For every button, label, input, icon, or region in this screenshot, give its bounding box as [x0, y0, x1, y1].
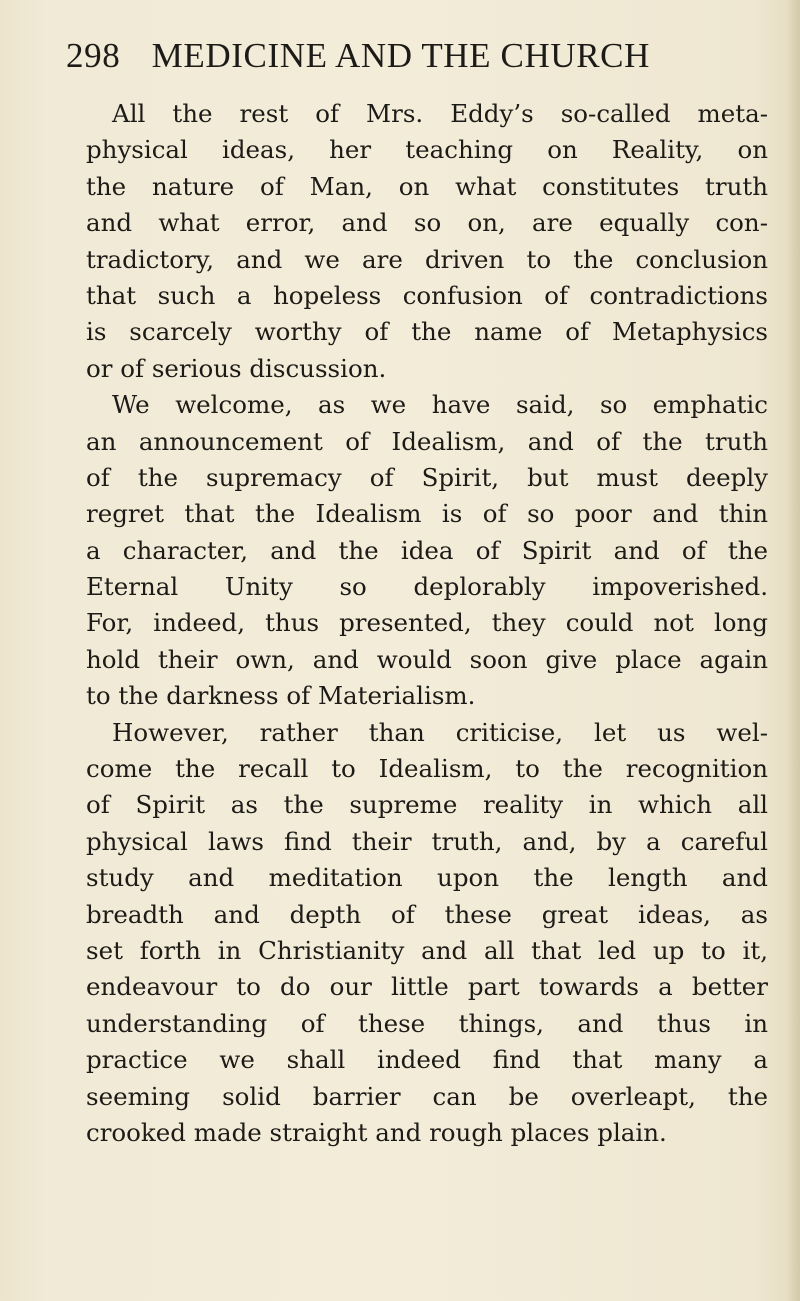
text-line: or of serious discussion. — [86, 353, 387, 383]
text-line: All the rest of Mrs. Eddy’s so-called meta- — [112, 99, 768, 128]
text-line: that such a hopeless confusion of contradictions — [86, 280, 768, 310]
text-line: an announcement of Idealism, and of the truth — [86, 426, 768, 456]
text-line: physical ideas, her teaching on Reality, on — [86, 135, 768, 165]
text-line: regret that the Idealism is of so poor and thin — [86, 499, 768, 529]
text-line: endeavour to do our little part towards a better — [86, 972, 768, 1002]
text-line: of Spirit as the supreme reality in which all — [86, 790, 768, 820]
running-head-title: MEDICINE AND THE CHURCH — [151, 36, 650, 75]
text-line: For, indeed, thus presented, they could not long — [86, 608, 768, 638]
text-line: study and meditation upon the length and — [86, 863, 768, 893]
page-number: 298 — [66, 36, 121, 75]
page-edge-shadow — [786, 0, 800, 1301]
text-line: seeming solid barrier can be overleapt, the — [86, 1081, 768, 1111]
text-line: of the supremacy of Spirit, but must deeply — [86, 462, 768, 492]
body-text — [86, 96, 768, 1151]
text-line: set forth in Christianity and all that led up to it, — [86, 935, 768, 965]
text-line: However, rather than criticise, let us wel- — [112, 717, 768, 747]
text-line: crooked made straight and rough places plain. — [86, 1117, 667, 1147]
text-line: come the recall to Idealism, to the recognition — [86, 754, 768, 784]
text-line: Eternal Unity so deplorably impoverished. — [86, 572, 768, 602]
text-line: tradictory, and we are driven to the conclusion — [86, 244, 768, 274]
text-line: understanding of these things, and thus in — [86, 1008, 768, 1038]
text-line: practice we shall indeed find that many a — [86, 1045, 768, 1075]
text-line: a character, and the idea of Spirit and of the — [86, 535, 768, 565]
text-line: the nature of Man, on what constitutes truth — [86, 171, 768, 201]
text-line: hold their own, and would soon give place again — [86, 644, 768, 674]
text-line: and what error, and so on, are equally con- — [86, 208, 768, 238]
text-line: to the darkness of Materialism. — [86, 681, 476, 711]
running-head — [66, 36, 746, 86]
text-line: We welcome, as we have said, so emphatic — [112, 390, 768, 420]
text-line: is scarcely worthy of the name of Metaphysics — [86, 317, 768, 347]
text-line: breadth and depth of these great ideas, as — [86, 899, 768, 929]
text-line: physical laws find their truth, and, by a careful — [86, 826, 768, 856]
